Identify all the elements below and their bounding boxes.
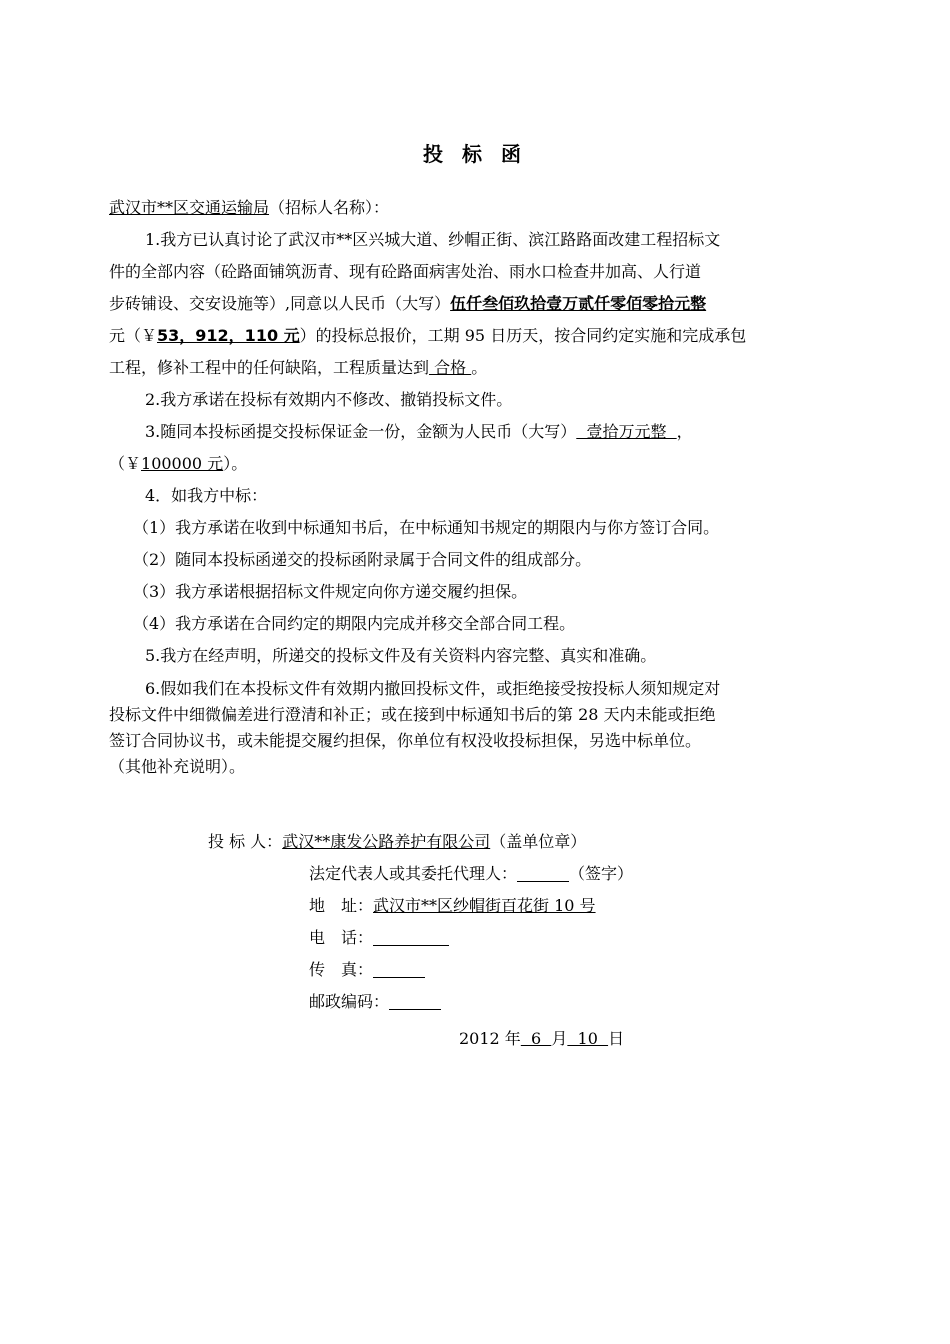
p3-line2-prefix: （￥ [109,454,142,473]
p1-line2: 件的全部内容（砼路面铺筑沥青、现有砼路面病害处治、雨水口检查井加高、人行道 [109,262,702,281]
p6-line3: 签订合同协议书，或未能提交履约担保，你单位有权没收投标担保，另选中标单位。 [109,731,702,750]
amount-in-figures: 53，912，110 元 [157,326,300,345]
p1-line4-prefix: 元（￥ [109,326,158,345]
date-month-unit: 月 [551,1029,568,1048]
representative-label: 法定代表人或其委托代理人： [309,864,518,883]
date-day: 10 [567,1029,609,1048]
p4-item1: （1）我方承诺在收到中标通知书后，在中标通知书规定的期限内与你方签订合同。 [133,518,720,537]
bidder-name: 武汉**康发公路养护有限公司 [282,832,491,851]
p4-item2: （2）随同本投标函递交的投标函附录属于合同文件的组成部分。 [133,550,592,569]
p5: 5.我方在经声明，所递交的投标文件及有关资料内容完整、真实和准确。 [145,646,657,665]
postcode-blank[interactable] [389,991,441,1010]
deposit-in-words: 壹拾万元整 [576,422,677,441]
p3-line1 [109,416,841,448]
p6-line2: 投标文件中细微偏差进行澄清和补正；或在接到中标通知书后的第 28 天内未能或拒绝 [109,705,716,724]
p1-line5 [109,352,841,384]
p4-item3: （3）我方承诺根据招标文件规定向你方递交履约担保。 [133,582,528,601]
phone-blank[interactable] [373,927,449,946]
deposit-in-figures: 100000 元 [141,454,224,473]
p4-item4: （4）我方承诺在合同约定的期限内完成并移交全部合同工程。 [133,614,576,633]
representative-row [208,858,808,890]
letter-body [109,192,841,780]
p1-line3 [109,288,841,320]
p3-line1-text: 3.随同本投标函提交投标保证金一份，金额为人民币（大写） [145,422,577,441]
p1-line5-text: 工程，修补工程中的任何缺陷，工程质量达到 [109,358,430,377]
date-line [459,1023,624,1055]
fax-row [208,954,808,986]
p4-head: 4．如我方中标： [145,486,268,505]
recipient-note: （招标人名称）： [269,198,390,217]
address-value: 武汉市**区纱帽街百花街 10 号 [373,896,596,915]
p2: 2.我方承诺在投标有效期内不修改、撤销投标文件。 [145,390,513,409]
phone-label: 电 话： [309,928,374,947]
p1-line3-text: 步砖铺设、交安设施等）,同意以人民币（大写） [109,294,451,313]
date-month: 6 [520,1029,552,1048]
bidder-row [208,826,808,858]
p3-line2 [109,448,841,480]
p6-line1: 6.假如我们在本投标文件有效期内撤回投标文件，或拒绝接受按投标人须知规定对 [145,679,721,698]
recipient-name: 武汉市**区交通运输局 [109,198,270,217]
postcode-label: 邮政编码： [309,992,390,1011]
p6 [109,676,841,780]
recipient-line [109,192,841,224]
p1-line5-end: 。 [471,358,488,377]
p3-line1-end: ， [676,422,693,441]
bidder-label: 投 标 人： [208,832,283,851]
p6-line4: （其他补充说明）。 [109,757,246,776]
p1-line4-suffix: ）的投标总报价，工期 95 日历天，按合同约定实施和完成承包 [299,326,747,345]
date-day-unit: 日 [608,1029,625,1048]
fax-blank[interactable] [373,959,425,978]
p1-line4 [109,320,841,352]
bidder-note: （盖单位章） [490,832,587,851]
phone-row [208,922,808,954]
p1-line1: 1.我方已认真讨论了武汉市**区兴城大道、纱帽正街、滨江路路面改建工程招标文 [145,230,721,249]
quality-level: 合格 [429,358,472,377]
amount-in-words: 伍仟叁佰玖拾壹万贰仟零佰零拾元整 [450,294,707,313]
signature-block [208,826,808,1018]
representative-note: （签字） [569,864,634,883]
date-year: 2012 年 [459,1029,521,1048]
fax-label: 传 真： [309,960,374,979]
document-title: 投 标 函 [423,142,527,166]
p3-line2-suffix: ）。 [223,454,248,473]
address-label: 地 址： [309,896,374,915]
postcode-row [208,986,808,1018]
representative-blank[interactable] [517,863,569,882]
address-row [208,890,808,922]
